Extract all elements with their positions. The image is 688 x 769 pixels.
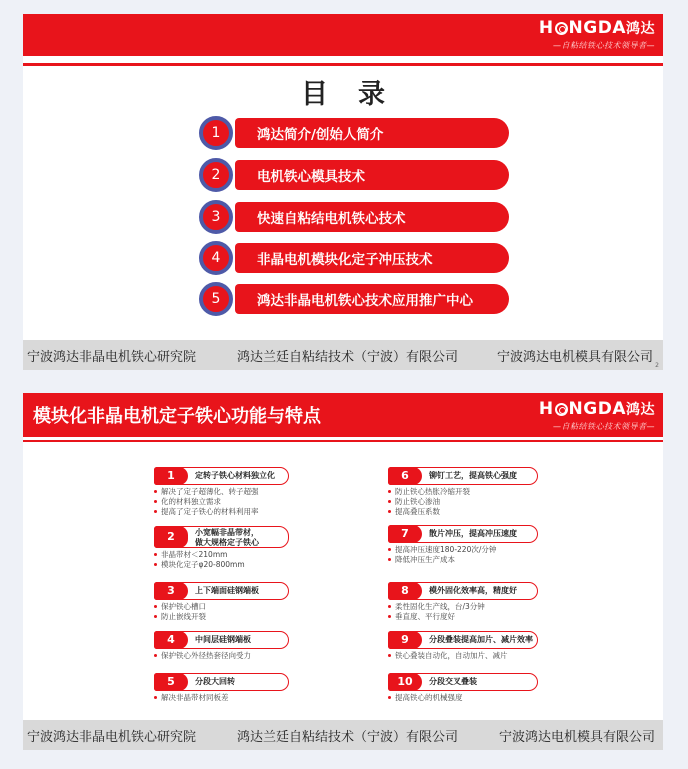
feature-item: 10 分段交叉叠装 提高铁心的机械强度 — [388, 673, 538, 703]
toc-item[interactable]: 非晶电机模块化定子冲压技术 4 — [199, 241, 509, 275]
header-divider — [23, 63, 663, 66]
hongda-logo: H NGDA鸿达 —自粘结铁心技术领导者— — [538, 18, 655, 50]
logo-ring-icon — [555, 22, 568, 35]
toc-item[interactable]: 鸿达简介/创始人简介 1 — [199, 116, 509, 150]
toc-item[interactable]: 鸿达非晶电机铁心技术应用推广中心 5 — [199, 282, 509, 316]
footer-org-1: 宁波鸿达非晶电机铁心研究院 — [27, 730, 197, 745]
toc-number-badge: 4 — [199, 241, 233, 275]
footer-org-3: 宁波鸿达电机模具有限公司 — [497, 350, 654, 365]
footer-org-2: 鸿达兰廷自粘结技术（宁波）有限公司 — [237, 350, 459, 365]
slide-features — [23, 393, 663, 750]
feature-item: 8 模外固化效率高，精度好 柔性固化生产线，台/3分钟 垂直度、平行度好 — [388, 582, 538, 622]
footer-org-1: 宁波鸿达非晶电机铁心研究院 — [27, 350, 197, 365]
slide-footer — [23, 340, 663, 370]
toc-number-badge: 3 — [199, 200, 233, 234]
toc-item[interactable]: 电机铁心模具技术 2 — [199, 158, 509, 192]
toc-number-badge: 5 — [199, 282, 233, 316]
page-number: 2 — [655, 362, 659, 369]
slide-footer — [23, 720, 663, 750]
logo-ring-icon — [555, 403, 568, 416]
toc-number-badge: 1 — [199, 116, 233, 150]
header-divider — [23, 440, 663, 442]
feature-item: 1 定转子铁心材料独立化 解决了定子超薄化、转子超强 化的材料独立需求 提高了定子铁心的材料利用率 — [154, 467, 289, 517]
toc-number-badge: 2 — [199, 158, 233, 192]
toc-title: 目录 — [301, 79, 415, 110]
feature-item: 7 散片冲压，提高冲压速度 提高冲压速度180-220次/分钟 降低冲压生产成本 — [388, 525, 538, 565]
toc-item[interactable]: 快速自粘结电机铁心技术 3 — [199, 200, 509, 234]
feature-item: 4 中间层硅钢端板 保护铁心外径热套径向受力 — [154, 631, 289, 661]
feature-item: 2 小宽幅非晶带材， 做大规格定子铁心 非晶带材＜210mm 模块化定子φ20-800mm — [154, 526, 289, 570]
hongda-logo: H NGDA鸿达 —自粘结铁心技术领导者— — [538, 399, 655, 431]
feature-item: 6 铆钉工艺，提高铁心强度 防止铁心热胀冷缩开裂 防止铁心渗油 提高叠压系数 — [388, 467, 538, 517]
feature-item: 3 上下端面硅钢端板 保护铁心槽口 防止嵌线开裂 — [154, 582, 289, 622]
feature-item: 9 分段叠装提高加片、减片效率 铁心叠装自动化，自动加片、减片 — [388, 631, 538, 661]
feature-item: 5 分段大回转 解决非晶带材同板差 — [154, 673, 289, 703]
slide-toc — [23, 14, 663, 370]
header-bar — [23, 14, 663, 56]
slide-title: 模块化非晶电机定子铁心功能与特点 — [33, 406, 321, 427]
footer-org-2: 鸿达兰廷自粘结技术（宁波）有限公司 — [237, 730, 459, 745]
header-bar — [23, 393, 663, 437]
footer-org-3: 宁波鸿达电机模具有限公司 — [499, 730, 656, 745]
